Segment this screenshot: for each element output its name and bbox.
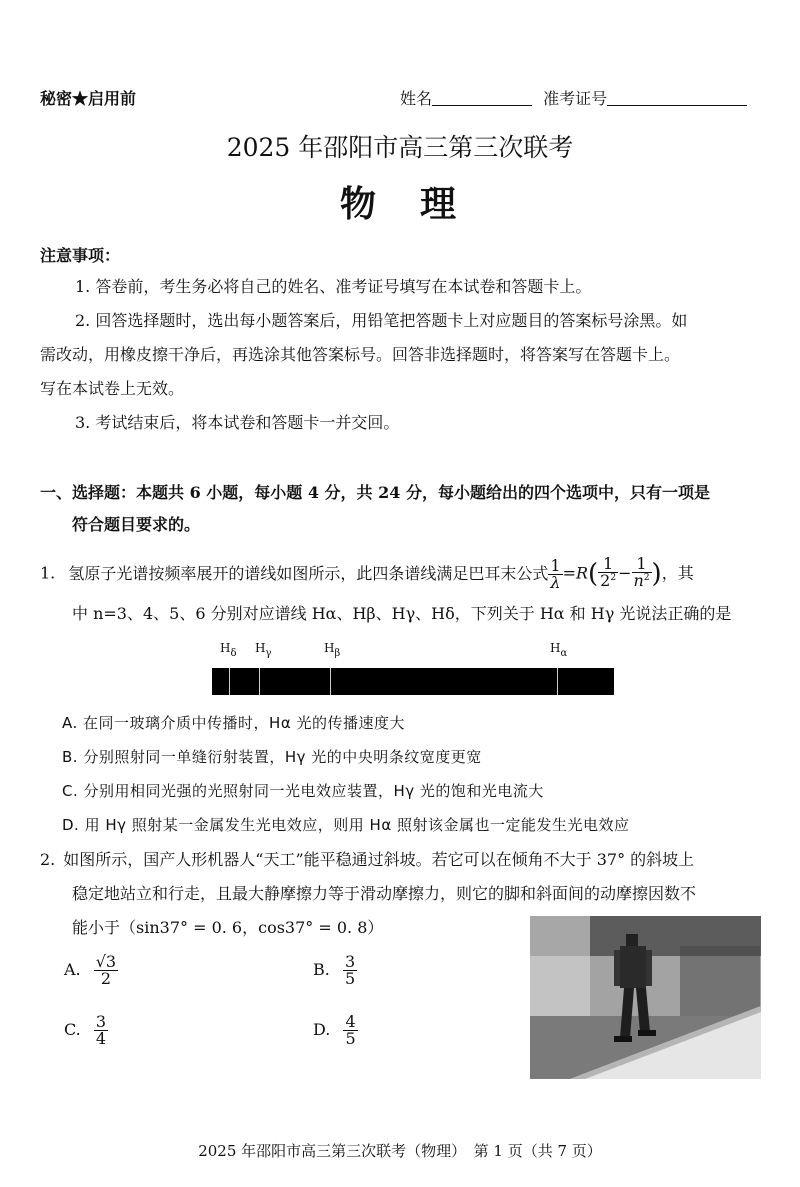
paren-close: ) [651,559,662,589]
photo-window [530,916,590,1016]
notice-block [40,270,768,440]
q1-option-b: B. 分别照射同一单缝衍射装置，Hγ 光的中央明条纹宽度更宽 [62,748,482,766]
spectrum-label-h-gamma: $H_\gamma$ [255,641,272,659]
q2-number: 2. [40,850,56,869]
q1-stem-line2: 中 n=3、4、5、6 分别对应谱线 Hα、Hβ、Hγ、Hδ，下列关于 Hα 和 Hγ 光说法正确的是 [72,604,732,623]
q1-number: 1. [40,563,56,583]
notice-heading: 注意事项： [40,246,121,265]
robot-head [626,934,638,946]
robot-left-arm [614,950,620,986]
q2-option-a: A. $\frac{√3}{2}$ [64,952,117,988]
formula-lhs: $\frac{1}{\lambda}$ [550,555,561,592]
q2-option-c: C. $\frac{3}{4}$ [64,1012,107,1048]
notice-item: 1. 答卷前，考生务必将自己的姓名、准考证号填写在本试卷和答题卡上。 [75,277,592,296]
id-blank [607,89,747,106]
spectral-line-h-beta [330,668,331,695]
spectrum-bar [212,668,614,695]
notice-item: 写在本试卷上无效。 [40,379,185,398]
spectral-line-h-delta [229,668,230,695]
robot-right-foot [638,1030,656,1036]
id-label: 准考证号 [543,89,608,108]
robot-torso [620,946,646,988]
student-info [400,86,747,109]
photo-equipment [680,946,760,1016]
spectrum-label-h-delta: $H_\delta$ [220,641,237,659]
q2-option-d: D. $\frac{4}{5}$ [313,1012,356,1048]
spectral-line-h-alpha [557,668,558,695]
notice-item: 2. 回答选择题时，选出每小题答案后，用铅笔把答题卡上对应题目的答案标号涂黑。如 [75,311,688,330]
formula-term-b: $\frac{1}{n^2}$ [633,554,650,590]
name-blank [432,89,532,106]
name-label: 姓名 [400,89,433,108]
robot-on-slope-photo [530,916,761,1079]
q2-line: 能小于（sin37° = 0. 6，cos37° = 0. 8） [72,918,384,937]
spectrum-label-h-alpha: $H_\alpha$ [550,641,568,659]
q1-option-d: D. 用 Hγ 照射某一金属发生光电效应，则用 Hα 照射该金属也一定能发生光电效应 [62,816,630,834]
formula-term-a: $\frac{1}{2^2}$ [600,554,617,590]
spectrum-label-h-beta: $H_\beta$ [324,641,341,659]
subject-title: 物 理 [339,184,460,225]
notice-item: 3. 考试结束后，将本试卷和答题卡一并交回。 [75,413,400,432]
q1-stem-line1 [40,556,694,592]
q2-line: 如图所示，国产人形机器人“天工”能平稳通过斜坡。若它可以在倾角不大于 37° 的斜坡上 [63,850,695,869]
secret-label: 秘密★启用前 [40,89,137,108]
spectral-line-h-gamma [259,668,260,695]
q1-text-tail: ，其 [661,563,694,583]
robot-right-arm [646,950,652,986]
q1-option-a: A. 在同一玻璃介质中传播时，Hα 光的传播速度大 [62,714,405,732]
q1-text: 氢原子光谱按频率展开的谱线如图所示，此四条谱线满足巴耳末公式 [68,563,549,583]
formula-eq: =R [562,563,589,583]
section-heading: 一、选择题：本题共 6 小题，每小题 4 分，共 24 分，每小题给出的四个选项中，只有一项是 [40,483,710,502]
exam-title: 2025 年邵阳市高三第三次联考 [226,133,574,162]
q2-option-b: B. $\frac{3}{5}$ [313,952,356,988]
paren-open: ( [588,559,599,589]
notice-item: 需改动，用橡皮擦干净后，再选涂其他答案标号。回答非选择题时，将答案写在答题卡上。 [40,345,681,364]
robot-left-foot [614,1036,632,1042]
q2-line: 稳定地站立和行走，且最大静摩擦力等于滑动摩擦力，则它的脚和斜面间的动摩擦因数不 [72,884,697,903]
formula-minus: − [618,563,632,583]
q1-option-c: C. 分别用相同光强的光照射同一光电效应装置，Hγ 光的饱和光电流大 [62,782,544,800]
page-footer: 2025 年邵阳市高三第三次联考（物理） 第 1 页（共 7 页） [198,1142,602,1160]
section-heading-cont: 符合题目要求的。 [72,515,201,534]
